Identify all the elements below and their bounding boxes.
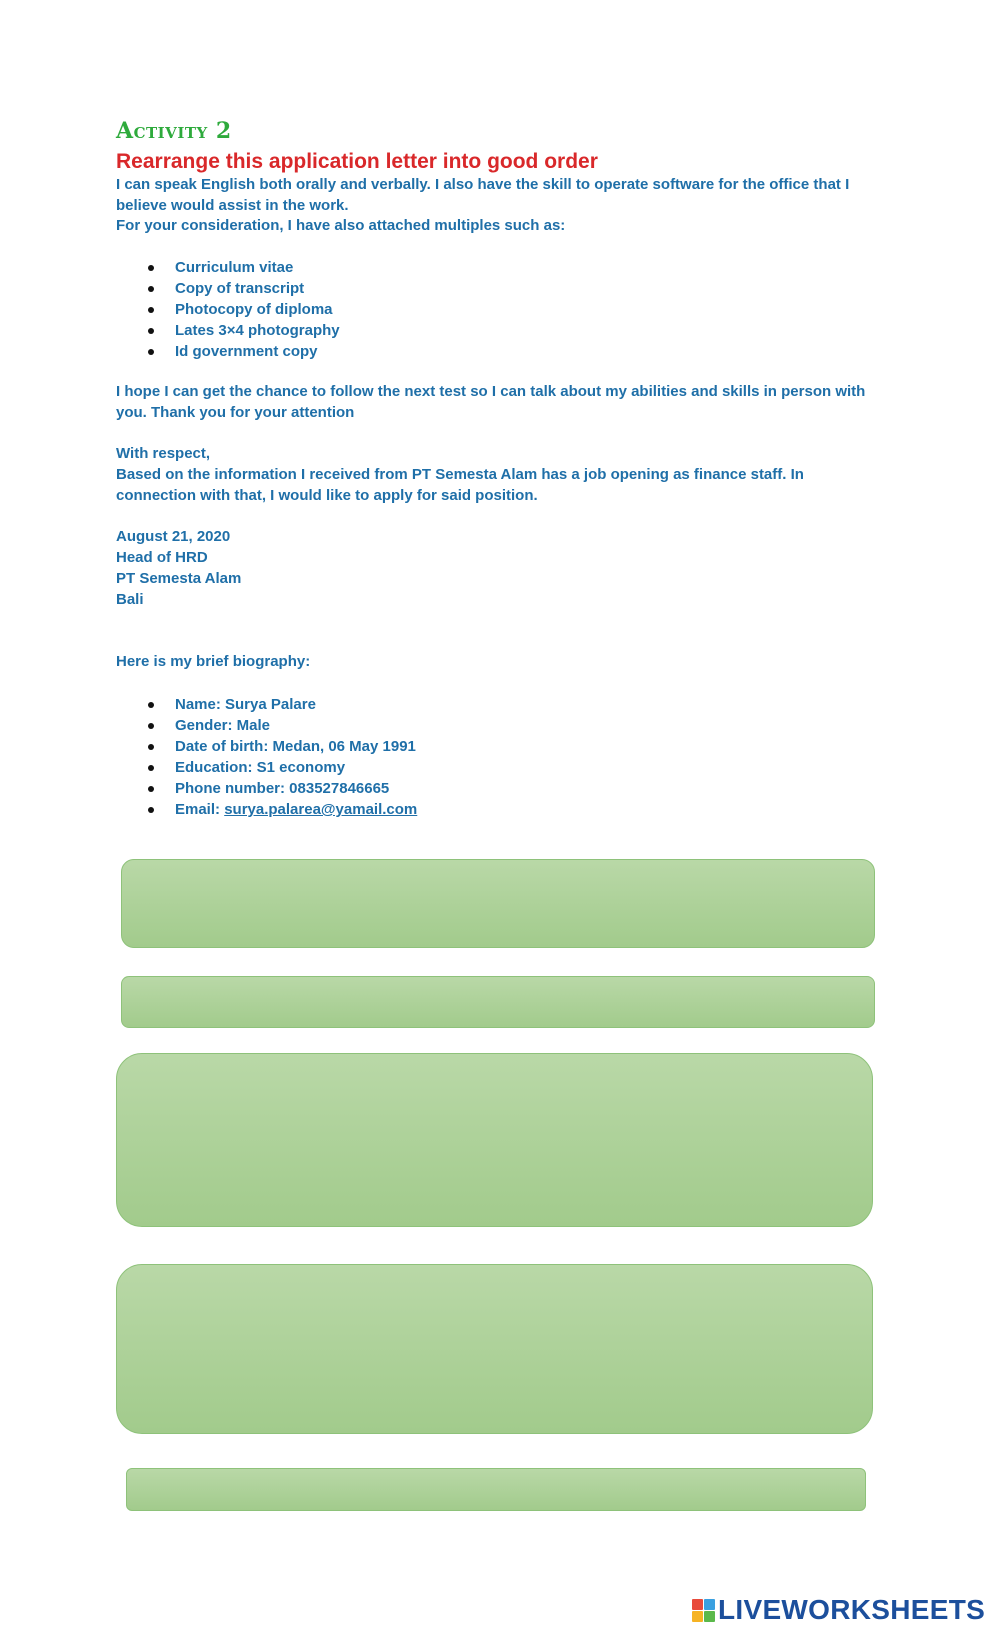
list-item: Curriculum vitae — [116, 257, 340, 278]
attachments-intro: For your consideration, I have also attached multiples such as: — [116, 217, 566, 234]
activity-title: Activity 2 — [116, 118, 232, 144]
answer-drop-box-2[interactable] — [121, 976, 875, 1028]
liveworksheets-logo — [692, 1593, 985, 1627]
list-item: Lates 3×4 photography — [116, 320, 340, 341]
paragraph-skills: I can speak English both orally and verbally. I also have the skill to operate software for the office that I believe would assist in the work. — [116, 176, 850, 214]
email-label: Email: — [175, 801, 225, 818]
instruction-heading: Rearrange this application letter into good order — [116, 150, 598, 173]
list-item: Copy of transcript — [116, 278, 340, 299]
list-item: Date of birth: Medan, 06 May 1991 — [116, 736, 417, 757]
biography-intro: Here is my brief biography: — [116, 653, 311, 670]
list-item: Photocopy of diploma — [116, 299, 340, 320]
paragraph-hope: I hope I can get the chance to follow the next test so I can talk about my abilities and skills in person with you. Thank you for your attention — [116, 383, 866, 421]
list-item: Id government copy — [116, 341, 340, 362]
brand-name: LIVEWORKSHEETS — [718, 1594, 986, 1625]
answer-drop-box-3[interactable] — [116, 1053, 873, 1227]
letter-date: August 21, 2020 — [116, 528, 231, 545]
answer-drop-box-4[interactable] — [116, 1264, 873, 1434]
greeting: With respect, — [116, 445, 211, 462]
attachments-list — [116, 257, 340, 362]
company-city: Bali — [116, 591, 144, 608]
list-item: Phone number: 083527846665 — [116, 778, 417, 799]
email-link[interactable]: surya.palarea@yamail.com — [224, 801, 418, 818]
list-item: Gender: Male — [116, 715, 417, 736]
answer-drop-box-1[interactable] — [121, 859, 875, 948]
biography-list — [116, 694, 417, 820]
list-item: Name: Surya Palare — [116, 694, 417, 715]
list-item-email — [116, 799, 417, 820]
list-item: Education: S1 economy — [116, 757, 417, 778]
liveworksheets-logo-icon — [692, 1599, 715, 1622]
answer-drop-box-5[interactable] — [126, 1468, 866, 1511]
recipient: Head of HRD — [116, 549, 208, 566]
paragraph-opening: Based on the information I received from PT Semesta Alam has a job opening as finance staff. In connection with that, I would like to apply for said position. — [116, 466, 804, 504]
company-name: PT Semesta Alam — [116, 570, 242, 587]
